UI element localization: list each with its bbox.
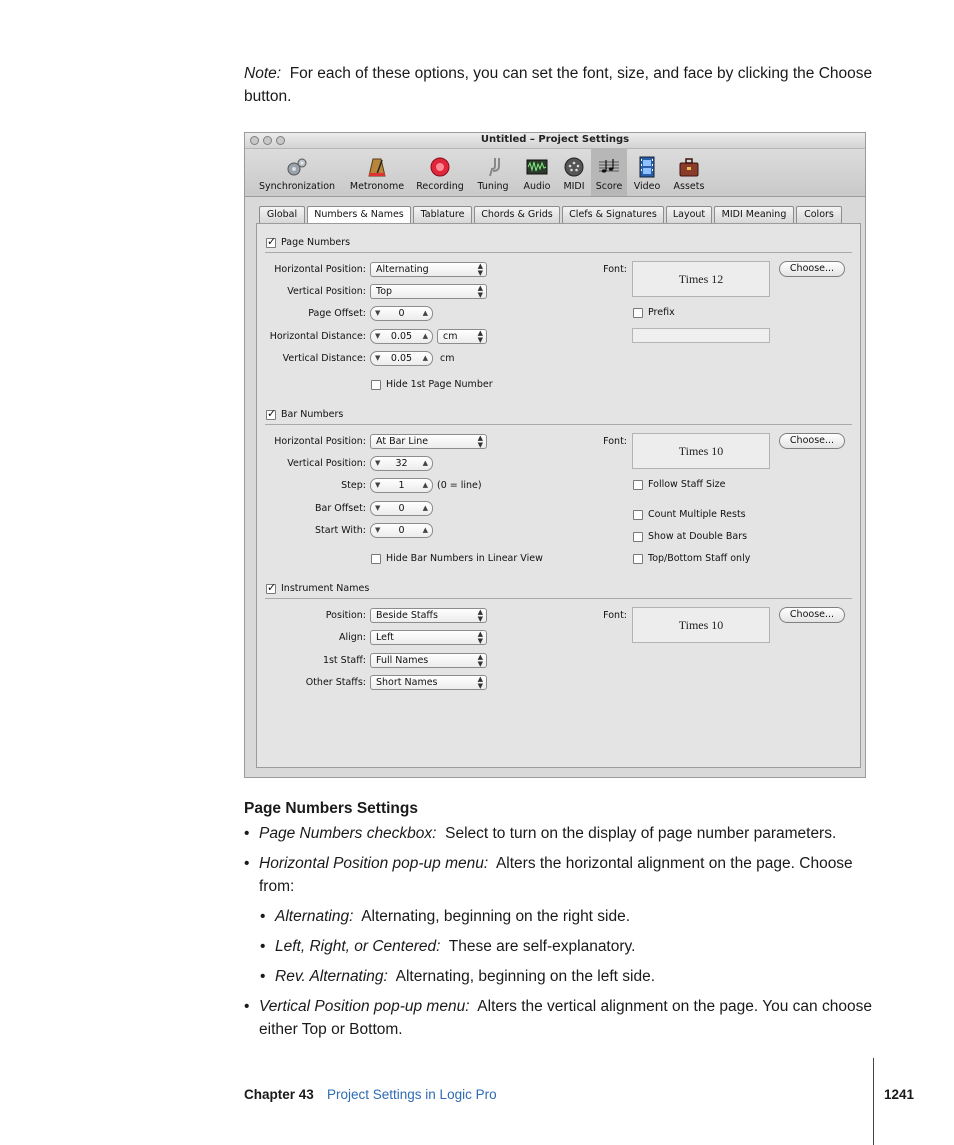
toolbar-label: Metronome (349, 181, 405, 192)
stepper-value: 32 (395, 458, 408, 469)
increment-icon[interactable]: ▲ (422, 354, 428, 362)
count-rests-checkbox[interactable] (633, 510, 643, 520)
horizontal-position-popup[interactable] (370, 262, 487, 277)
toolbar-label: Score (595, 181, 623, 192)
decrement-icon[interactable]: ▼ (375, 309, 381, 317)
divider (265, 252, 852, 253)
bullet-item (244, 995, 879, 1041)
hide-first-page-label: Hide 1st Page Number (386, 379, 493, 390)
briefcase-icon (678, 156, 700, 178)
bullet-dot: • (244, 855, 250, 872)
popup-arrows-icon: ▲ ▼ (477, 262, 483, 277)
stepper-value: 0.05 (390, 331, 413, 342)
increment-icon[interactable]: ▲ (422, 332, 428, 340)
instrument-font-choose-button[interactable]: Choose... (779, 607, 845, 623)
prefix-field[interactable] (632, 328, 770, 343)
toolbar (245, 149, 865, 197)
vertical-distance-label: Vertical Distance: (282, 353, 366, 364)
toolbar-label: MIDI (563, 181, 585, 192)
count-rests-label: Count Multiple Rests (648, 509, 746, 520)
vertical-position-label: Vertical Position: (287, 286, 366, 297)
popup-value: cm (443, 331, 458, 342)
bullet-dot: • (260, 908, 266, 925)
toolbar-tuning[interactable] (471, 149, 515, 196)
prefix-label: Prefix (648, 307, 675, 318)
gears-icon (286, 156, 308, 178)
settings-panel (256, 223, 861, 768)
divider (265, 598, 852, 599)
page-numbers-checkbox[interactable] (266, 238, 276, 248)
tab-tablature[interactable]: Tablature (413, 206, 472, 224)
first-staff-label: 1st Staff: (322, 655, 366, 666)
double-bars-label: Show at Double Bars (648, 531, 748, 542)
step-stepper[interactable] (370, 478, 433, 493)
popup-value: Short Names (376, 677, 438, 688)
popup-value: Top (376, 286, 393, 297)
bullet-text: Alters the horizontal alignment on the page. Choose from: (259, 855, 853, 895)
bar-horizontal-position-label: Horizontal Position: (274, 436, 366, 447)
stepper-value: 1 (398, 480, 405, 491)
project-settings-window (244, 132, 866, 778)
increment-icon[interactable]: ▲ (422, 459, 428, 467)
bullet-text: Alternating, beginning on the left side. (395, 968, 656, 985)
bar-vertical-position-label: Vertical Position: (287, 458, 366, 469)
record-icon (429, 156, 451, 178)
bar-horizontal-position-popup[interactable] (370, 434, 487, 449)
bullet-term: Left, Right, or Centered: (275, 938, 441, 955)
align-popup[interactable] (370, 630, 487, 645)
metronome-icon (366, 156, 388, 178)
tab-clefs-signatures[interactable]: Clefs & Signatures (562, 206, 664, 224)
horizontal-distance-label: Horizontal Distance: (269, 331, 366, 342)
toolbar-metronome[interactable] (345, 149, 409, 196)
sub-bullet-item (260, 935, 875, 958)
increment-icon[interactable]: ▲ (422, 504, 428, 512)
hide-linear-checkbox[interactable] (371, 554, 381, 564)
toolbar-label: Tuning (477, 181, 509, 192)
bar-font-choose-button[interactable]: Choose... (779, 433, 845, 449)
stepper-value: 0 (398, 525, 405, 536)
tab-numbers-names[interactable]: Numbers & Names (307, 206, 411, 224)
sub-bullet-item (260, 905, 875, 928)
instrument-font-preview: Times 10 (632, 607, 770, 643)
popup-arrows-icon: ▲ ▼ (477, 675, 483, 690)
popup-arrows-icon: ▲ ▼ (477, 608, 483, 623)
sub-bullet-item (260, 965, 875, 988)
step-hint: (0 = line) (437, 480, 482, 491)
vertical-position-popup[interactable] (370, 284, 487, 299)
tab-midi-meaning[interactable]: MIDI Meaning (714, 206, 794, 224)
bullet-dot: • (244, 998, 250, 1015)
toolbar-synchronization[interactable] (255, 149, 339, 196)
popup-value: Alternating (376, 264, 429, 275)
decrement-icon[interactable]: ▼ (375, 504, 381, 512)
bullet-item (244, 822, 879, 845)
position-label: Position: (325, 610, 366, 621)
note-label: Note: (244, 65, 282, 82)
prefix-checkbox[interactable] (633, 308, 643, 318)
decrement-icon[interactable]: ▼ (375, 481, 381, 489)
popup-value: Full Names (376, 655, 429, 666)
other-staffs-label: Other Staffs: (305, 677, 366, 688)
bar-offset-label: Bar Offset: (314, 503, 366, 514)
bullet-term: Rev. Alternating: (275, 968, 388, 985)
decrement-icon[interactable]: ▼ (375, 526, 381, 534)
first-staff-popup[interactable] (370, 653, 487, 668)
page-numbers-title: Page Numbers (281, 237, 351, 248)
tab-global[interactable]: Global (259, 206, 305, 224)
bullet-dot: • (260, 968, 266, 985)
stepper-value: 0 (398, 503, 405, 514)
midi-connector-icon (563, 156, 585, 178)
bullet-term: Alternating: (275, 908, 354, 925)
popup-arrows-icon: ▲ ▼ (477, 434, 483, 449)
position-popup[interactable] (370, 608, 487, 623)
popup-arrows-icon: ▲ ▼ (477, 284, 483, 299)
instrument-font-label: Font: (603, 610, 627, 621)
follow-staff-checkbox[interactable] (633, 480, 643, 490)
vertical-distance-stepper[interactable] (370, 351, 433, 366)
toolbar-recording[interactable] (411, 149, 469, 196)
window-title: Untitled – Project Settings (480, 134, 630, 145)
page-font-label: Font: (603, 264, 627, 275)
note-text: For each of these options, you can set the font, size, and face by clicking the Choose button. (244, 65, 873, 105)
toolbar-video[interactable] (629, 149, 665, 196)
step-label: Step: (341, 480, 366, 491)
tab-chords-grids[interactable]: Chords & Grids (474, 206, 560, 224)
toolbar-assets[interactable] (667, 149, 711, 196)
horizontal-unit-popup[interactable] (437, 329, 487, 344)
film-strip-icon (636, 156, 658, 178)
decrement-icon[interactable]: ▼ (375, 459, 381, 467)
tuning-fork-icon (482, 156, 504, 178)
footer-chapter: Chapter 43 (244, 1087, 314, 1102)
instrument-names-checkbox[interactable] (266, 584, 276, 594)
hide-linear-label: Hide Bar Numbers in Linear View (386, 553, 543, 564)
toolbar-label: Synchronization (258, 181, 336, 192)
toolbar-midi[interactable] (558, 149, 590, 196)
increment-icon[interactable]: ▲ (422, 526, 428, 534)
score-notes-icon (598, 156, 620, 178)
toolbar-score[interactable] (591, 149, 627, 196)
bar-numbers-title: Bar Numbers (281, 409, 344, 420)
instrument-names-title: Instrument Names (281, 583, 370, 594)
bullet-text: Alters the vertical alignment on the page. You can choose either Top or Bottom. (259, 998, 872, 1038)
top-bottom-label: Top/Bottom Staff only (648, 553, 751, 564)
popup-arrows-icon: ▲ ▼ (477, 329, 483, 344)
toolbar-audio[interactable] (517, 149, 557, 196)
bullet-term: Page Numbers checkbox: (259, 825, 437, 842)
page-number: 1241 (884, 1087, 915, 1102)
increment-icon[interactable]: ▲ (422, 481, 428, 489)
page-font-choose-button[interactable]: Choose... (779, 261, 845, 277)
decrement-icon[interactable]: ▼ (375, 332, 381, 340)
bullet-term: Vertical Position pop-up menu: (259, 998, 470, 1015)
bar-font-label: Font: (603, 436, 627, 447)
other-staffs-popup[interactable] (370, 675, 487, 690)
toolbar-label: Audio (523, 181, 551, 192)
tab-layout[interactable]: Layout (666, 206, 712, 224)
bar-vertical-position-stepper[interactable] (370, 456, 433, 471)
bullet-text: Select to turn on the display of page number parameters. (445, 825, 837, 842)
increment-icon[interactable]: ▲ (422, 309, 428, 317)
bar-offset-stepper[interactable] (370, 501, 433, 516)
double-bars-checkbox[interactable] (633, 532, 643, 542)
vertical-unit: cm (440, 353, 455, 364)
bullet-text: Alternating, beginning on the right side. (361, 908, 631, 925)
bullet-text: These are self-explanatory. (448, 938, 636, 955)
bullet-term: Horizontal Position pop-up menu: (259, 855, 489, 872)
divider (265, 424, 852, 425)
hide-first-page-checkbox[interactable] (371, 380, 381, 390)
toolbar-label: Video (633, 181, 661, 192)
stepper-value: 0 (398, 308, 405, 319)
toolbar-label: Recording (416, 181, 464, 192)
bullet-item (244, 852, 879, 898)
bullet-dot: • (244, 825, 250, 842)
note-paragraph (244, 62, 884, 108)
page-font-preview: Times 12 (632, 261, 770, 297)
title-bar (245, 133, 865, 149)
popup-arrows-icon: ▲ ▼ (477, 653, 483, 668)
popup-arrows-icon: ▲ ▼ (477, 630, 483, 645)
horizontal-distance-stepper[interactable] (370, 329, 433, 344)
section-heading: Page Numbers Settings (244, 800, 418, 817)
popup-value: Left (376, 632, 394, 643)
follow-staff-label: Follow Staff Size (648, 479, 726, 490)
stepper-value: 0.05 (390, 353, 413, 364)
align-label: Align: (338, 632, 366, 643)
page-offset-stepper[interactable] (370, 306, 433, 321)
start-with-label: Start With: (315, 525, 366, 536)
footer-chapter-link[interactable]: Project Settings in Logic Pro (327, 1087, 497, 1102)
footer-rule (873, 1058, 874, 1145)
tab-colors[interactable]: Colors (796, 206, 842, 224)
horizontal-position-label: Horizontal Position: (274, 264, 366, 275)
toolbar-label: Assets (673, 181, 705, 192)
bullet-dot: • (260, 938, 266, 955)
start-with-stepper[interactable] (370, 523, 433, 538)
popup-value: Beside Staffs (376, 610, 438, 621)
decrement-icon[interactable]: ▼ (375, 354, 381, 362)
top-bottom-checkbox[interactable] (633, 554, 643, 564)
page-offset-label: Page Offset: (308, 308, 366, 319)
bar-font-preview: Times 10 (632, 433, 770, 469)
audio-waveform-icon (526, 156, 548, 178)
bar-numbers-checkbox[interactable] (266, 410, 276, 420)
popup-value: At Bar Line (376, 436, 429, 447)
